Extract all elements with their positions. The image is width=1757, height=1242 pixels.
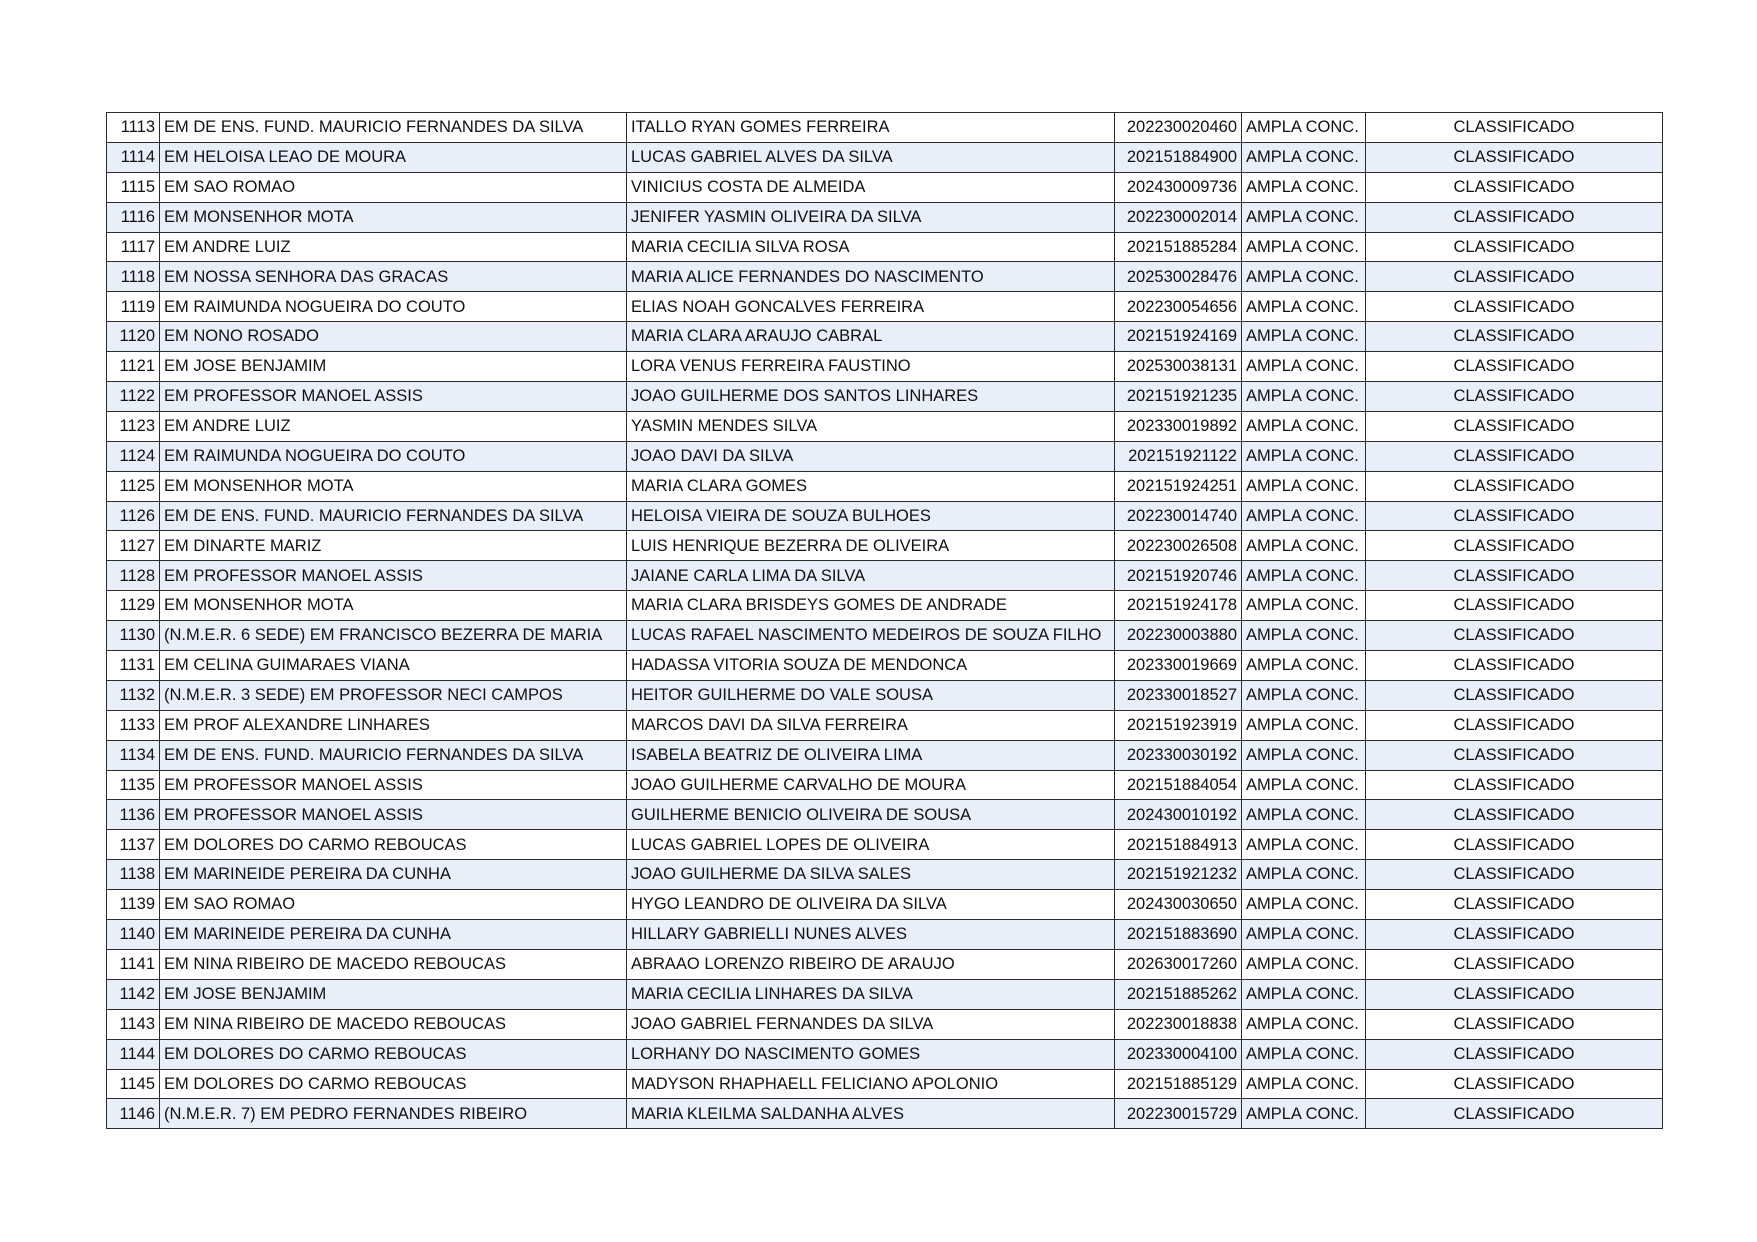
cell-status: CLASSIFICADO bbox=[1366, 531, 1663, 561]
cell-student-name: HEITOR GUILHERME DO VALE SOUSA bbox=[627, 680, 1115, 710]
cell-category: AMPLA CONC. bbox=[1242, 800, 1366, 830]
cell-registration: 202230018838 bbox=[1115, 1009, 1242, 1039]
cell-category: AMPLA CONC. bbox=[1242, 262, 1366, 292]
cell-registration: 202330004100 bbox=[1115, 1039, 1242, 1069]
cell-school: EM NINA RIBEIRO DE MACEDO REBOUCAS bbox=[160, 1009, 627, 1039]
cell-status: CLASSIFICADO bbox=[1366, 501, 1663, 531]
cell-status: CLASSIFICADO bbox=[1366, 441, 1663, 471]
cell-school: EM PROFESSOR MANOEL ASSIS bbox=[160, 770, 627, 800]
cell-status: CLASSIFICADO bbox=[1366, 352, 1663, 382]
cell-status: CLASSIFICADO bbox=[1366, 1009, 1663, 1039]
cell-student-name: MARIA KLEILMA SALDANHA ALVES bbox=[627, 1099, 1115, 1129]
cell-rank: 1145 bbox=[107, 1069, 160, 1099]
cell-rank: 1116 bbox=[107, 202, 160, 232]
cell-student-name: JOAO GUILHERME CARVALHO DE MOURA bbox=[627, 770, 1115, 800]
cell-rank: 1122 bbox=[107, 382, 160, 412]
cell-registration: 202230020460 bbox=[1115, 113, 1242, 143]
cell-rank: 1129 bbox=[107, 591, 160, 621]
cell-status: CLASSIFICADO bbox=[1366, 232, 1663, 262]
cell-category: AMPLA CONC. bbox=[1242, 680, 1366, 710]
table-row bbox=[107, 830, 1663, 860]
cell-rank: 1117 bbox=[107, 232, 160, 262]
cell-status: CLASSIFICADO bbox=[1366, 561, 1663, 591]
table-row bbox=[107, 441, 1663, 471]
cell-student-name: LORA VENUS FERREIRA FAUSTINO bbox=[627, 352, 1115, 382]
cell-category: AMPLA CONC. bbox=[1242, 860, 1366, 890]
cell-category: AMPLA CONC. bbox=[1242, 830, 1366, 860]
table-row bbox=[107, 471, 1663, 501]
table-row bbox=[107, 651, 1663, 681]
table-row bbox=[107, 800, 1663, 830]
cell-status: CLASSIFICADO bbox=[1366, 262, 1663, 292]
cell-status: CLASSIFICADO bbox=[1366, 471, 1663, 501]
cell-school: EM DOLORES DO CARMO REBOUCAS bbox=[160, 1039, 627, 1069]
cell-category: AMPLA CONC. bbox=[1242, 322, 1366, 352]
cell-rank: 1140 bbox=[107, 920, 160, 950]
cell-category: AMPLA CONC. bbox=[1242, 621, 1366, 651]
cell-student-name: ELIAS NOAH GONCALVES FERREIRA bbox=[627, 292, 1115, 322]
cell-student-name: ISABELA BEATRIZ DE OLIVEIRA LIMA bbox=[627, 740, 1115, 770]
cell-registration: 202630017260 bbox=[1115, 949, 1242, 979]
table-row bbox=[107, 770, 1663, 800]
cell-student-name: MARIA CLARA ARAUJO CABRAL bbox=[627, 322, 1115, 352]
cell-status: CLASSIFICADO bbox=[1366, 172, 1663, 202]
cell-school: EM ANDRE LUIZ bbox=[160, 232, 627, 262]
cell-rank: 1143 bbox=[107, 1009, 160, 1039]
cell-registration: 202151885129 bbox=[1115, 1069, 1242, 1099]
cell-student-name: MARIA CLARA BRISDEYS GOMES DE ANDRADE bbox=[627, 591, 1115, 621]
table-row bbox=[107, 561, 1663, 591]
cell-rank: 1133 bbox=[107, 710, 160, 740]
cell-category: AMPLA CONC. bbox=[1242, 172, 1366, 202]
cell-student-name: HYGO LEANDRO DE OLIVEIRA DA SILVA bbox=[627, 890, 1115, 920]
cell-category: AMPLA CONC. bbox=[1242, 1069, 1366, 1099]
cell-registration: 202151883690 bbox=[1115, 920, 1242, 950]
cell-registration: 202330019892 bbox=[1115, 411, 1242, 441]
cell-rank: 1119 bbox=[107, 292, 160, 322]
cell-student-name: MARIA CECILIA LINHARES DA SILVA bbox=[627, 979, 1115, 1009]
cell-school: EM MONSENHOR MOTA bbox=[160, 202, 627, 232]
cell-school: EM DE ENS. FUND. MAURICIO FERNANDES DA SILVA bbox=[160, 113, 627, 143]
cell-school: (N.M.E.R. 7) EM PEDRO FERNANDES RIBEIRO bbox=[160, 1099, 627, 1129]
table-row bbox=[107, 860, 1663, 890]
cell-student-name: JAIANE CARLA LIMA DA SILVA bbox=[627, 561, 1115, 591]
cell-student-name: JENIFER YASMIN OLIVEIRA DA SILVA bbox=[627, 202, 1115, 232]
cell-rank: 1137 bbox=[107, 830, 160, 860]
cell-registration: 202151884900 bbox=[1115, 142, 1242, 172]
results-table-body bbox=[107, 113, 1663, 1129]
cell-school: EM DINARTE MARIZ bbox=[160, 531, 627, 561]
cell-student-name: MARIA ALICE FERNANDES DO NASCIMENTO bbox=[627, 262, 1115, 292]
cell-status: CLASSIFICADO bbox=[1366, 202, 1663, 232]
cell-status: CLASSIFICADO bbox=[1366, 1099, 1663, 1129]
cell-student-name: JOAO GABRIEL FERNANDES DA SILVA bbox=[627, 1009, 1115, 1039]
cell-student-name: JOAO GUILHERME DA SILVA SALES bbox=[627, 860, 1115, 890]
table-row bbox=[107, 1099, 1663, 1129]
cell-school: EM MARINEIDE PEREIRA DA CUNHA bbox=[160, 860, 627, 890]
cell-student-name: LUCAS GABRIEL LOPES DE OLIVEIRA bbox=[627, 830, 1115, 860]
table-row bbox=[107, 352, 1663, 382]
cell-student-name: VINICIUS COSTA DE ALMEIDA bbox=[627, 172, 1115, 202]
cell-category: AMPLA CONC. bbox=[1242, 949, 1366, 979]
cell-category: AMPLA CONC. bbox=[1242, 651, 1366, 681]
cell-category: AMPLA CONC. bbox=[1242, 382, 1366, 412]
cell-registration: 202151921122 bbox=[1115, 441, 1242, 471]
cell-status: CLASSIFICADO bbox=[1366, 411, 1663, 441]
cell-student-name: LUCAS RAFAEL NASCIMENTO MEDEIROS DE SOUZA FILHO bbox=[627, 621, 1115, 651]
table-row bbox=[107, 262, 1663, 292]
cell-student-name: MARCOS DAVI DA SILVA FERREIRA bbox=[627, 710, 1115, 740]
cell-registration: 202230015729 bbox=[1115, 1099, 1242, 1129]
cell-rank: 1136 bbox=[107, 800, 160, 830]
cell-registration: 202430030650 bbox=[1115, 890, 1242, 920]
cell-status: CLASSIFICADO bbox=[1366, 322, 1663, 352]
cell-student-name: MARIA CLARA GOMES bbox=[627, 471, 1115, 501]
table-row bbox=[107, 1069, 1663, 1099]
table-row bbox=[107, 113, 1663, 143]
table-row bbox=[107, 680, 1663, 710]
cell-category: AMPLA CONC. bbox=[1242, 411, 1366, 441]
cell-registration: 202330018527 bbox=[1115, 680, 1242, 710]
cell-student-name: JOAO DAVI DA SILVA bbox=[627, 441, 1115, 471]
cell-school: (N.M.E.R. 6 SEDE) EM FRANCISCO BEZERRA DE MARIA bbox=[160, 621, 627, 651]
cell-status: CLASSIFICADO bbox=[1366, 292, 1663, 322]
cell-registration: 202151921235 bbox=[1115, 382, 1242, 412]
table-row bbox=[107, 979, 1663, 1009]
cell-student-name: HADASSA VITORIA SOUZA DE MENDONCA bbox=[627, 651, 1115, 681]
cell-school: EM DOLORES DO CARMO REBOUCAS bbox=[160, 1069, 627, 1099]
cell-school: EM NINA RIBEIRO DE MACEDO REBOUCAS bbox=[160, 949, 627, 979]
cell-student-name: HILLARY GABRIELLI NUNES ALVES bbox=[627, 920, 1115, 950]
cell-status: CLASSIFICADO bbox=[1366, 1069, 1663, 1099]
cell-status: CLASSIFICADO bbox=[1366, 382, 1663, 412]
cell-rank: 1123 bbox=[107, 411, 160, 441]
cell-registration: 202230014740 bbox=[1115, 501, 1242, 531]
cell-category: AMPLA CONC. bbox=[1242, 979, 1366, 1009]
cell-status: CLASSIFICADO bbox=[1366, 979, 1663, 1009]
cell-school: EM DE ENS. FUND. MAURICIO FERNANDES DA SILVA bbox=[160, 740, 627, 770]
cell-registration: 202430010192 bbox=[1115, 800, 1242, 830]
cell-registration: 202151885284 bbox=[1115, 232, 1242, 262]
cell-registration: 202230054656 bbox=[1115, 292, 1242, 322]
table-row bbox=[107, 382, 1663, 412]
cell-rank: 1120 bbox=[107, 322, 160, 352]
cell-registration: 202151921232 bbox=[1115, 860, 1242, 890]
cell-category: AMPLA CONC. bbox=[1242, 531, 1366, 561]
table-row bbox=[107, 232, 1663, 262]
cell-status: CLASSIFICADO bbox=[1366, 680, 1663, 710]
cell-school: EM MONSENHOR MOTA bbox=[160, 471, 627, 501]
cell-school: EM NOSSA SENHORA DAS GRACAS bbox=[160, 262, 627, 292]
cell-category: AMPLA CONC. bbox=[1242, 1099, 1366, 1129]
cell-school: EM RAIMUNDA NOGUEIRA DO COUTO bbox=[160, 292, 627, 322]
cell-rank: 1124 bbox=[107, 441, 160, 471]
table-row bbox=[107, 710, 1663, 740]
cell-status: CLASSIFICADO bbox=[1366, 800, 1663, 830]
table-row bbox=[107, 411, 1663, 441]
cell-registration: 202151920746 bbox=[1115, 561, 1242, 591]
table-row bbox=[107, 949, 1663, 979]
table-row bbox=[107, 531, 1663, 561]
cell-school: EM PROF ALEXANDRE LINHARES bbox=[160, 710, 627, 740]
cell-category: AMPLA CONC. bbox=[1242, 710, 1366, 740]
cell-registration: 202151885262 bbox=[1115, 979, 1242, 1009]
table-row bbox=[107, 920, 1663, 950]
cell-status: CLASSIFICADO bbox=[1366, 949, 1663, 979]
table-row bbox=[107, 591, 1663, 621]
cell-registration: 202151924251 bbox=[1115, 471, 1242, 501]
cell-school: EM MONSENHOR MOTA bbox=[160, 591, 627, 621]
cell-category: AMPLA CONC. bbox=[1242, 142, 1366, 172]
cell-school: EM JOSE BENJAMIM bbox=[160, 352, 627, 382]
cell-rank: 1142 bbox=[107, 979, 160, 1009]
cell-status: CLASSIFICADO bbox=[1366, 591, 1663, 621]
cell-school: EM DE ENS. FUND. MAURICIO FERNANDES DA SILVA bbox=[160, 501, 627, 531]
results-table bbox=[106, 112, 1663, 1129]
cell-registration: 202530038131 bbox=[1115, 352, 1242, 382]
cell-rank: 1113 bbox=[107, 113, 160, 143]
cell-rank: 1141 bbox=[107, 949, 160, 979]
cell-rank: 1125 bbox=[107, 471, 160, 501]
cell-rank: 1128 bbox=[107, 561, 160, 591]
cell-registration: 202230002014 bbox=[1115, 202, 1242, 232]
cell-rank: 1144 bbox=[107, 1039, 160, 1069]
cell-category: AMPLA CONC. bbox=[1242, 232, 1366, 262]
cell-category: AMPLA CONC. bbox=[1242, 292, 1366, 322]
cell-registration: 202330030192 bbox=[1115, 740, 1242, 770]
cell-registration: 202151924178 bbox=[1115, 591, 1242, 621]
cell-category: AMPLA CONC. bbox=[1242, 352, 1366, 382]
cell-school: EM JOSE BENJAMIM bbox=[160, 979, 627, 1009]
cell-rank: 1118 bbox=[107, 262, 160, 292]
cell-rank: 1135 bbox=[107, 770, 160, 800]
cell-category: AMPLA CONC. bbox=[1242, 1039, 1366, 1069]
cell-school: EM PROFESSOR MANOEL ASSIS bbox=[160, 382, 627, 412]
cell-category: AMPLA CONC. bbox=[1242, 1009, 1366, 1039]
cell-rank: 1114 bbox=[107, 142, 160, 172]
cell-status: CLASSIFICADO bbox=[1366, 920, 1663, 950]
cell-school: EM MARINEIDE PEREIRA DA CUNHA bbox=[160, 920, 627, 950]
table-row bbox=[107, 740, 1663, 770]
cell-category: AMPLA CONC. bbox=[1242, 501, 1366, 531]
cell-rank: 1126 bbox=[107, 501, 160, 531]
cell-status: CLASSIFICADO bbox=[1366, 113, 1663, 143]
cell-school: EM ANDRE LUIZ bbox=[160, 411, 627, 441]
cell-school: EM CELINA GUIMARAES VIANA bbox=[160, 651, 627, 681]
cell-status: CLASSIFICADO bbox=[1366, 710, 1663, 740]
cell-registration: 202151884054 bbox=[1115, 770, 1242, 800]
cell-status: CLASSIFICADO bbox=[1366, 740, 1663, 770]
cell-student-name: HELOISA VIEIRA DE SOUZA BULHOES bbox=[627, 501, 1115, 531]
cell-school: (N.M.E.R. 3 SEDE) EM PROFESSOR NECI CAMPOS bbox=[160, 680, 627, 710]
cell-school: EM SAO ROMAO bbox=[160, 172, 627, 202]
cell-student-name: GUILHERME BENICIO OLIVEIRA DE SOUSA bbox=[627, 800, 1115, 830]
cell-category: AMPLA CONC. bbox=[1242, 113, 1366, 143]
cell-category: AMPLA CONC. bbox=[1242, 561, 1366, 591]
cell-rank: 1146 bbox=[107, 1099, 160, 1129]
cell-student-name: ITALLO RYAN GOMES FERREIRA bbox=[627, 113, 1115, 143]
cell-category: AMPLA CONC. bbox=[1242, 920, 1366, 950]
cell-student-name: JOAO GUILHERME DOS SANTOS LINHARES bbox=[627, 382, 1115, 412]
table-row bbox=[107, 142, 1663, 172]
cell-category: AMPLA CONC. bbox=[1242, 740, 1366, 770]
cell-student-name: LUCAS GABRIEL ALVES DA SILVA bbox=[627, 142, 1115, 172]
cell-rank: 1139 bbox=[107, 890, 160, 920]
table-row bbox=[107, 202, 1663, 232]
cell-school: EM PROFESSOR MANOEL ASSIS bbox=[160, 800, 627, 830]
cell-status: CLASSIFICADO bbox=[1366, 860, 1663, 890]
cell-category: AMPLA CONC. bbox=[1242, 591, 1366, 621]
cell-student-name: MARIA CECILIA SILVA ROSA bbox=[627, 232, 1115, 262]
cell-registration: 202151924169 bbox=[1115, 322, 1242, 352]
cell-rank: 1115 bbox=[107, 172, 160, 202]
cell-rank: 1127 bbox=[107, 531, 160, 561]
cell-rank: 1132 bbox=[107, 680, 160, 710]
cell-status: CLASSIFICADO bbox=[1366, 890, 1663, 920]
cell-status: CLASSIFICADO bbox=[1366, 770, 1663, 800]
cell-rank: 1130 bbox=[107, 621, 160, 651]
cell-rank: 1131 bbox=[107, 651, 160, 681]
cell-category: AMPLA CONC. bbox=[1242, 770, 1366, 800]
cell-registration: 202151884913 bbox=[1115, 830, 1242, 860]
cell-status: CLASSIFICADO bbox=[1366, 142, 1663, 172]
cell-rank: 1121 bbox=[107, 352, 160, 382]
cell-rank: 1138 bbox=[107, 860, 160, 890]
cell-registration: 202230026508 bbox=[1115, 531, 1242, 561]
cell-category: AMPLA CONC. bbox=[1242, 471, 1366, 501]
cell-school: EM NONO ROSADO bbox=[160, 322, 627, 352]
cell-status: CLASSIFICADO bbox=[1366, 1039, 1663, 1069]
cell-registration: 202330019669 bbox=[1115, 651, 1242, 681]
cell-registration: 202230003880 bbox=[1115, 621, 1242, 651]
cell-registration: 202530028476 bbox=[1115, 262, 1242, 292]
table-row bbox=[107, 322, 1663, 352]
table-row bbox=[107, 292, 1663, 322]
cell-student-name: ABRAAO LORENZO RIBEIRO DE ARAUJO bbox=[627, 949, 1115, 979]
cell-school: EM PROFESSOR MANOEL ASSIS bbox=[160, 561, 627, 591]
cell-status: CLASSIFICADO bbox=[1366, 830, 1663, 860]
table-row bbox=[107, 1009, 1663, 1039]
cell-category: AMPLA CONC. bbox=[1242, 441, 1366, 471]
table-row bbox=[107, 1039, 1663, 1069]
cell-status: CLASSIFICADO bbox=[1366, 651, 1663, 681]
cell-registration: 202151923919 bbox=[1115, 710, 1242, 740]
cell-school: EM SAO ROMAO bbox=[160, 890, 627, 920]
cell-category: AMPLA CONC. bbox=[1242, 202, 1366, 232]
cell-student-name: LORHANY DO NASCIMENTO GOMES bbox=[627, 1039, 1115, 1069]
table-row bbox=[107, 890, 1663, 920]
cell-student-name: MADYSON RHAPHAELL FELICIANO APOLONIO bbox=[627, 1069, 1115, 1099]
cell-registration: 202430009736 bbox=[1115, 172, 1242, 202]
cell-rank: 1134 bbox=[107, 740, 160, 770]
table-row bbox=[107, 172, 1663, 202]
cell-category: AMPLA CONC. bbox=[1242, 890, 1366, 920]
cell-student-name: YASMIN MENDES SILVA bbox=[627, 411, 1115, 441]
cell-school: EM RAIMUNDA NOGUEIRA DO COUTO bbox=[160, 441, 627, 471]
cell-school: EM HELOISA LEAO DE MOURA bbox=[160, 142, 627, 172]
cell-student-name: LUIS HENRIQUE BEZERRA DE OLIVEIRA bbox=[627, 531, 1115, 561]
table-row bbox=[107, 501, 1663, 531]
cell-school: EM DOLORES DO CARMO REBOUCAS bbox=[160, 830, 627, 860]
table-row bbox=[107, 621, 1663, 651]
cell-status: CLASSIFICADO bbox=[1366, 621, 1663, 651]
